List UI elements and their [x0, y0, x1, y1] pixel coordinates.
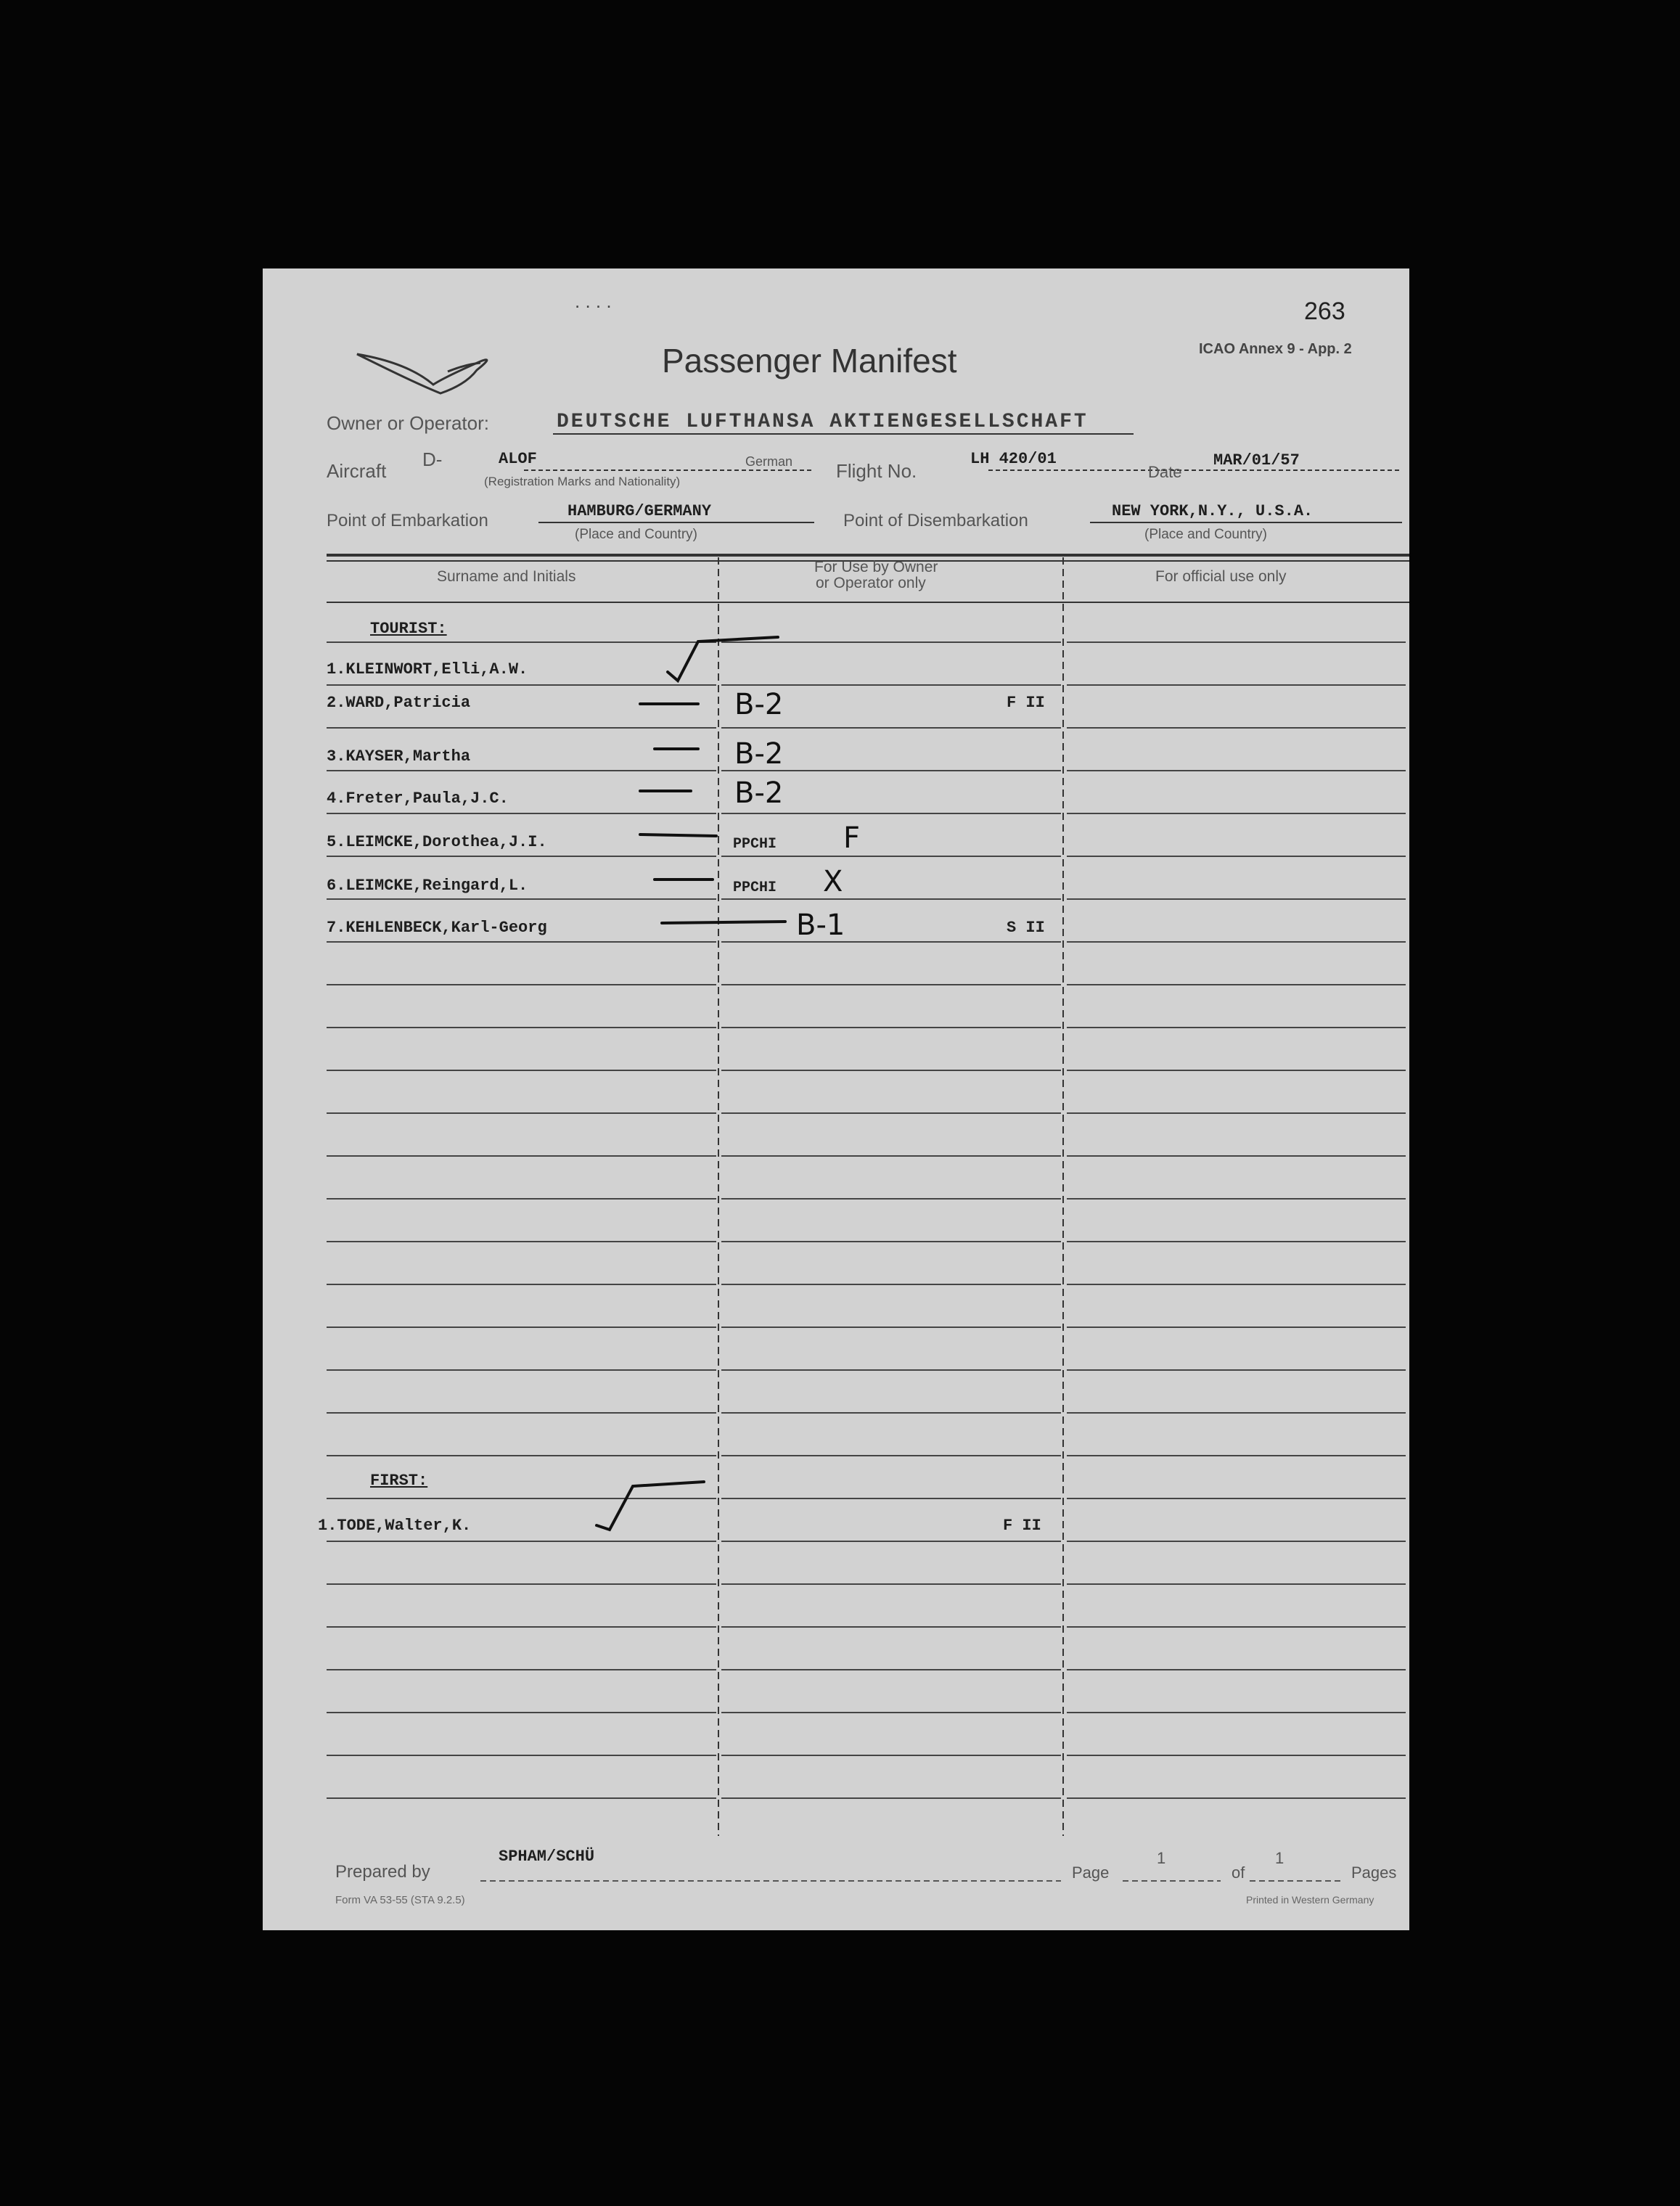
annex-reference: ICAO Annex 9 - App. 2 [1199, 341, 1352, 357]
form-id: Form VA 53-55 (STA 9.2.5) [335, 1894, 465, 1906]
embarkation-value: HAMBURG/GERMANY [567, 502, 712, 520]
class-note: F II [1003, 1517, 1041, 1535]
passenger-name: 1.TODE,Walter,K. [318, 1517, 472, 1535]
passenger-name: 7.KEHLENBECK,Karl-Georg [327, 919, 547, 937]
handwritten-visa-code: B-2 [734, 688, 784, 721]
page-number: 263 [1304, 298, 1345, 325]
passenger-name: 6.LEIMCKE,Reingard,L. [327, 877, 528, 895]
section-tourist: TOURIST: [370, 620, 447, 638]
class-note: S II [1007, 919, 1045, 937]
class-note: F II [1007, 694, 1045, 712]
passenger-name: 1.KLEINWORT,Elli,A.W. [327, 660, 528, 678]
handwritten-visa-code: B-2 [734, 776, 784, 810]
owner-value: DEUTSCHE LUFTHANSA AKTIENGESELLSCHAFT [557, 411, 1089, 433]
of-value: 1 [1275, 1849, 1284, 1867]
form-title: Passenger Manifest [662, 342, 957, 380]
pages-label: Pages [1351, 1863, 1397, 1882]
operator-code: PPCHI [733, 836, 777, 853]
page-label: Page [1072, 1863, 1110, 1882]
header-dots: . . . . [575, 290, 612, 312]
passenger-name: 4.Freter,Paula,J.C. [327, 790, 509, 808]
aircraft-caption: (Registration Marks and Nationality) [484, 475, 681, 488]
flight-value: LH 420/01 [970, 450, 1057, 468]
prepared-value: SPHAM/SCHÜ [499, 1848, 595, 1866]
aircraft-registration: ALOF [499, 450, 537, 468]
aircraft-nationality: German [745, 454, 793, 469]
operator-code: PPCHI [733, 879, 777, 896]
column-surname: Surname and Initials [437, 568, 576, 585]
handwritten-visa-code: B-1 [796, 909, 845, 942]
flight-label: Flight No. [836, 460, 917, 482]
page-value: 1 [1157, 1849, 1166, 1867]
disembarkation-caption: (Place and Country) [1144, 527, 1267, 542]
aircraft-label: Aircraft [327, 460, 387, 482]
column-official: For official use only [1155, 568, 1287, 585]
prepared-label: Prepared by [335, 1862, 430, 1882]
printer-note: Printed in Western Germany [1246, 1894, 1374, 1906]
aircraft-prefix: D- [422, 448, 443, 470]
passenger-name: 5.LEIMCKE,Dorothea,J.I. [327, 833, 547, 851]
owner-label: Owner or Operator: [327, 412, 489, 434]
embarkation-label: Point of Embarkation [327, 511, 488, 530]
of-label: of [1232, 1863, 1245, 1882]
passenger-name: 3.KAYSER,Martha [327, 747, 471, 766]
section-first: FIRST: [370, 1472, 428, 1490]
passenger-name: 2.WARD,Patricia [327, 694, 471, 712]
handwritten-visa-code: X [823, 865, 843, 898]
footer-rules [263, 268, 1409, 1930]
handwritten-visa-code: B-2 [734, 737, 784, 771]
manifest-sheet [263, 268, 1409, 1930]
column-owner-use-2: or Operator only [816, 575, 926, 591]
handwritten-visa-code: F [843, 821, 861, 855]
date-value: MAR/01/57 [1213, 451, 1300, 470]
disembarkation-value: NEW YORK,N.Y., U.S.A. [1112, 502, 1314, 520]
disembarkation-label: Point of Disembarkation [843, 511, 1028, 530]
column-owner-use-1: For Use by Owner [814, 559, 938, 575]
date-label: Date [1148, 463, 1182, 481]
embarkation-caption: (Place and Country) [575, 527, 697, 542]
